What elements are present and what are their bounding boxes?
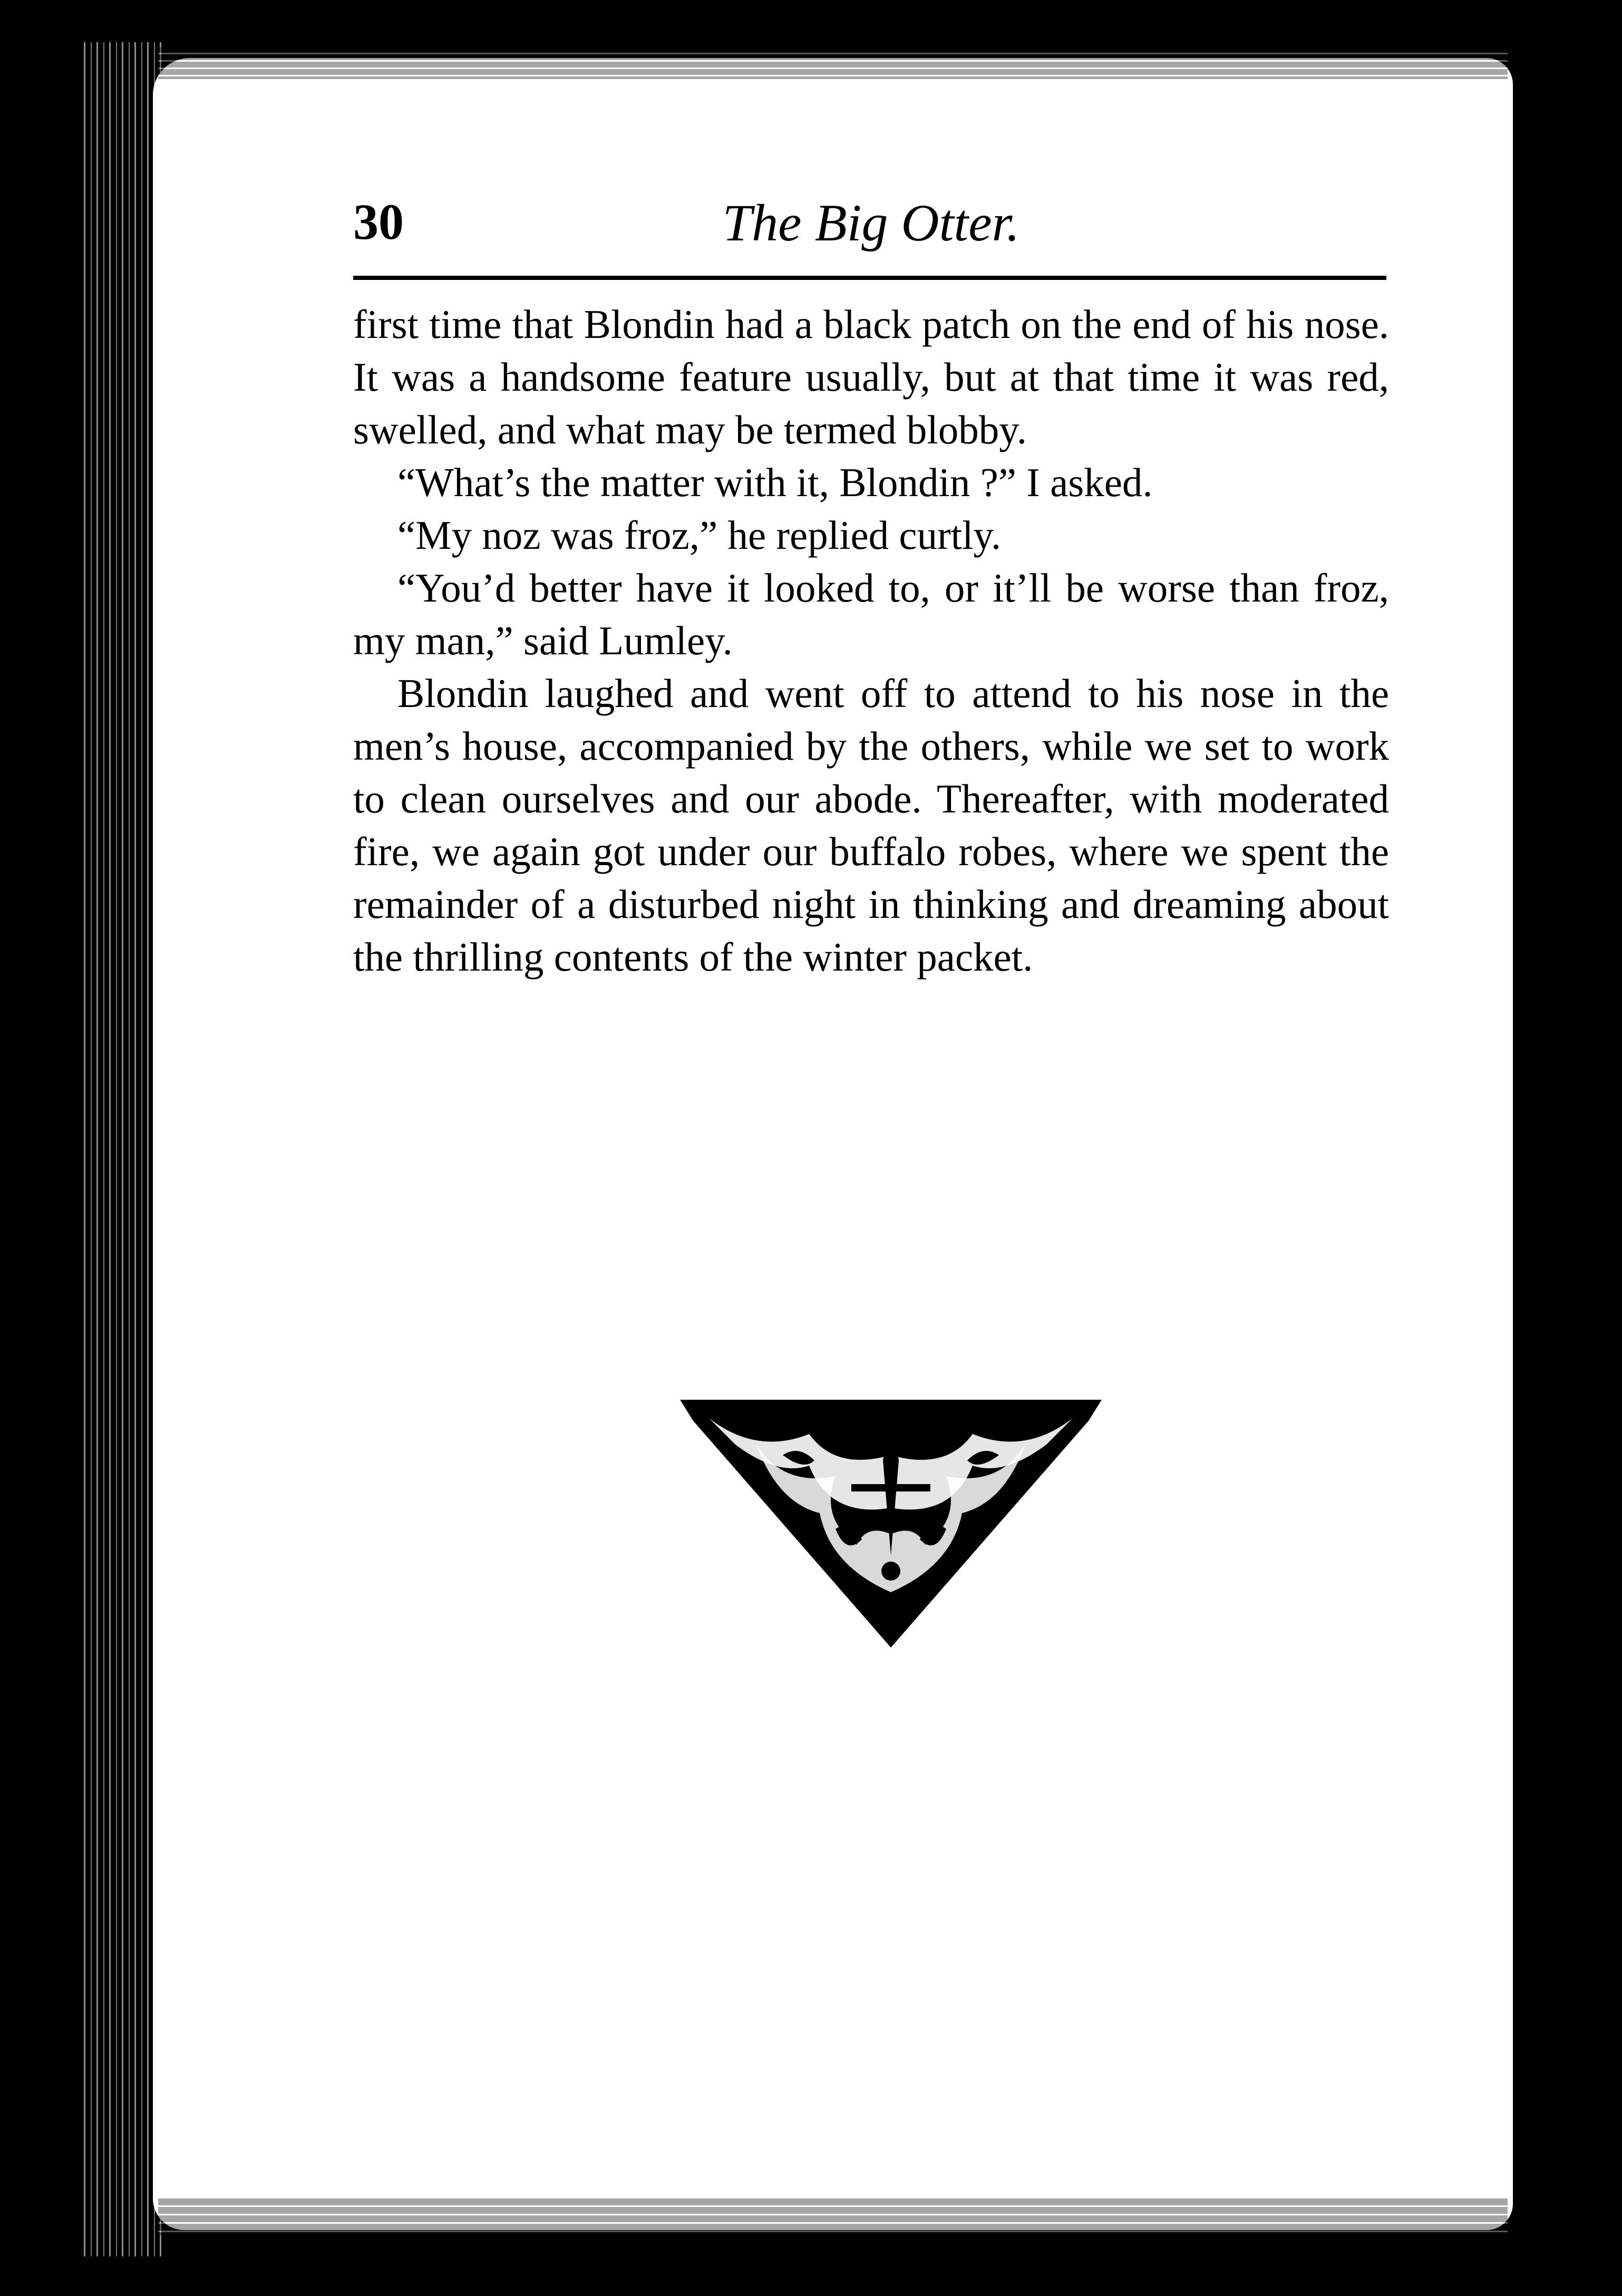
running-title: The Big Otter. [722,193,1020,252]
book-edge-top [158,47,1508,79]
paragraph: first time that Blondin had a black patch on the end of his nose. It was a handsome feature usually, but at that time it was red, swelled, and what may be termed blobby. [353,302,1389,452]
page-header [353,192,1389,272]
paragraph: “My noz was froz,” he replied curtly. [397,512,1002,558]
book-edge-bottom [158,2198,1508,2235]
body-text [353,298,1389,983]
paragraph: “You’d better have it looked to, or it’ll be worse than froz, my man,” said Lumley. [353,565,1389,663]
triangular-tailpiece-ornament-icon [677,1397,1104,1650]
book-edge-left [79,42,163,2256]
header-rule [353,276,1386,280]
paragraph: “What’s the matter with it, Blondin ?” I asked. [397,460,1153,505]
page-number: 30 [353,193,404,250]
paragraph: Blondin laughed and went off to attend to his nose in the men’s house, accompanied by the others, while we set to work to clean ourselves and our abode. Thereafter, with moderated fire, we again got under our buffalo robes, where we spent the remainder of a disturbed night in thinking and dreaming about the thrilling contents of the winter packet. [353,671,1389,980]
